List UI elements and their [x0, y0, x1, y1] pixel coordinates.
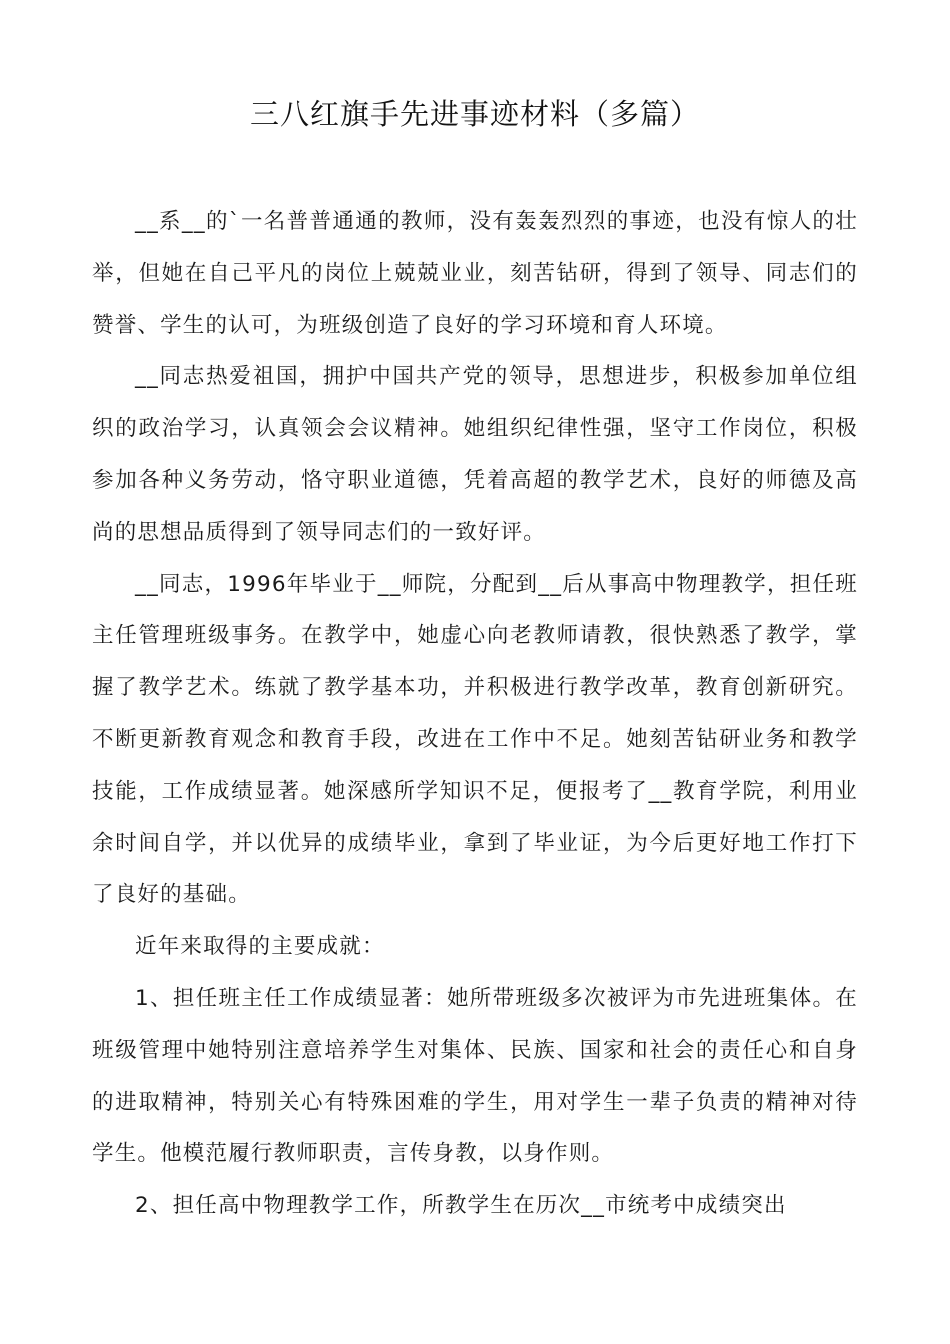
paragraph-political: __同志热爱祖国，拥护中国共产党的领导，思想进步，积极参加单位组织的政治学习，认真领会会议精神。她组织纪律性强，坚守工作岗位，积极参加各种义务劳动，恪守职业道德，凭着高超的教学艺术，良好的师德及高尚的思想品质得到了领导同志们的一致好评。	[92, 364, 858, 545]
paragraph-achievements-heading: 近年来取得的主要成就：	[135, 934, 385, 960]
paragraph-intro: __系__的`一名普普通通的教师，没有轰轰烈烈的事迹，也没有惊人的壮举，但她在自己平凡的岗位上兢兢业业，刻苦钻研，得到了领导、同志们的赞誉、学生的认可，为班级创造了良好的学习环境和育人环境。	[92, 209, 858, 338]
paragraph-achievement-1: 1、担任班主任工作成绩显著：她所带班级多次被评为市先进班集体。在班级管理中她特别注意培养学生对集体、民族、国家和社会的责任心和自身的进取精神，特别关心有特殊困难的学生，用对学生一辈子负责的精神对待学生。他模范履行教师职责，言传身教，以身作则。	[92, 985, 858, 1167]
document-title: 三八红旗手先进事迹材料（多篇）	[249, 97, 700, 131]
paragraph-achievement-2: 2、担任高中物理教学工作，所教学生在历次__市统考中成绩突出	[135, 1193, 787, 1219]
paragraph-career: __同志，1996年毕业于__师院，分配到__后从事高中物理教学，担任班主任管理班级事务。在教学中，她虚心向老教师请教，很快熟悉了教学，掌握了教学艺术。练就了教学基本功，并积极进行教学改革，教育创新研究。不断更新教育观念和教育手段，改进在工作中不足。她刻苦钻研业务和教学技能，工作成绩显著。她深感所学知识不足，便报考了__教育学院，利用业余时间自学，并以优异的成绩毕业，拿到了毕业证，为今后更好地工作打下了良好的基础。	[92, 571, 858, 908]
document-body	[92, 196, 858, 1232]
